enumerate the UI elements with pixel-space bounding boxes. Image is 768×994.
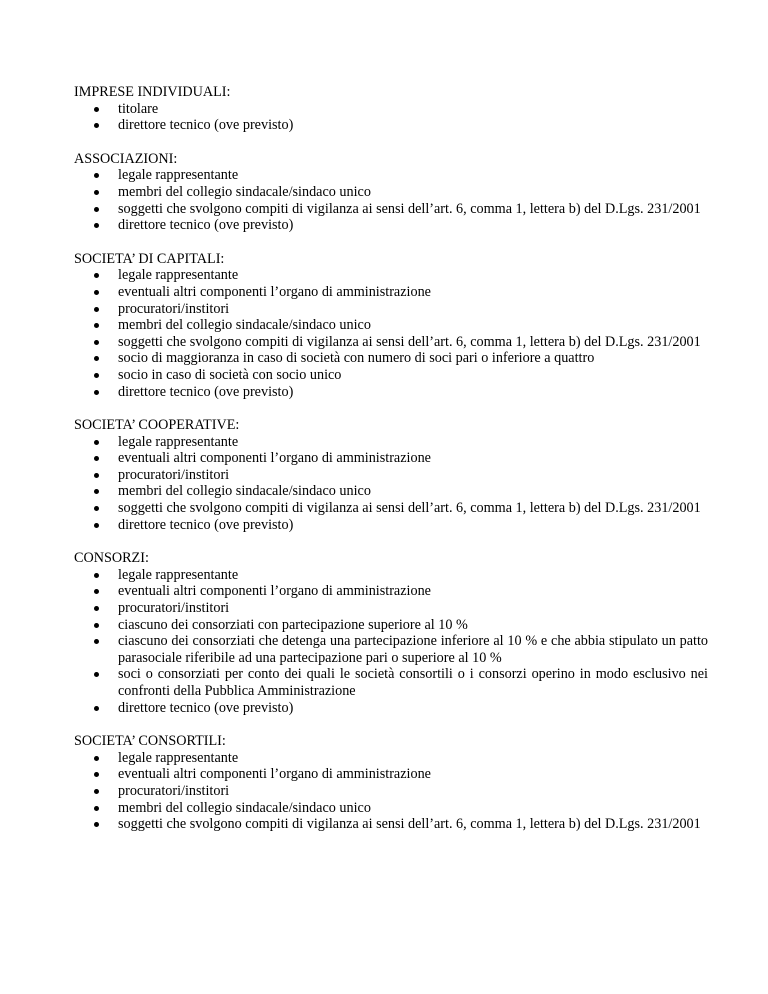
bullet-icon bbox=[94, 489, 99, 494]
bullet-icon bbox=[94, 672, 99, 677]
list-item bbox=[74, 500, 708, 517]
section-title: IMPRESE INDIVIDUALI: bbox=[74, 84, 231, 100]
bullet-icon bbox=[94, 190, 99, 195]
list-item bbox=[74, 301, 708, 318]
list-item bbox=[74, 267, 708, 284]
bullet-icon bbox=[94, 706, 99, 711]
section-title: CONSORZI: bbox=[74, 550, 149, 567]
bullet-icon bbox=[94, 373, 99, 378]
bullet-list bbox=[74, 434, 708, 534]
list-item bbox=[74, 633, 708, 666]
bullet-list bbox=[74, 167, 708, 233]
list-item bbox=[74, 567, 708, 584]
list-item-text: direttore tecnico (ove previsto) bbox=[118, 217, 294, 234]
list-item bbox=[74, 350, 708, 367]
list-item-text: direttore tecnico (ove previsto) bbox=[118, 383, 294, 400]
list-item-text: legale rappresentante bbox=[118, 566, 239, 583]
list-item bbox=[74, 201, 708, 218]
list-item bbox=[74, 284, 708, 301]
list-item-text: eventuali altri componenti l’organo di amministrazione bbox=[118, 450, 431, 467]
bullet-icon bbox=[94, 756, 99, 761]
list-item-text: direttore tecnico (ove previsto) bbox=[118, 699, 294, 716]
bullet-icon bbox=[94, 456, 99, 461]
bullet-icon bbox=[94, 207, 99, 212]
bullet-list bbox=[74, 750, 708, 833]
bullet-icon bbox=[94, 523, 99, 528]
list-item-text: eventuali altri componenti l’organo di amministrazione bbox=[118, 583, 431, 600]
section bbox=[74, 251, 708, 400]
list-item-text: soggetti che svolgono compiti di vigilanza ai sensi dell’art. 6, comma 1, lettera b) del D.Lgs. 231/2001 bbox=[118, 816, 701, 833]
list-item-text: membri del collegio sindacale/sindaco unico bbox=[118, 183, 371, 200]
bullet-icon bbox=[94, 223, 99, 228]
section-title: ASSOCIAZIONI: bbox=[74, 150, 178, 167]
bullet-icon bbox=[94, 606, 99, 611]
bullet-icon bbox=[94, 123, 99, 128]
bullet-icon bbox=[94, 806, 99, 811]
bullet-icon bbox=[94, 356, 99, 361]
list-item bbox=[74, 101, 708, 118]
list-item-text: soggetti che svolgono compiti di vigilanza ai sensi dell’art. 6, comma 1, lettera b) del D.Lgs. 231/2001 bbox=[118, 500, 701, 517]
bullet-icon bbox=[94, 789, 99, 794]
section-title: SOCIETA’ CONSORTILI: bbox=[74, 733, 226, 750]
list-item-text: membri del collegio sindacale/sindaco unico bbox=[118, 317, 371, 334]
bullet-list bbox=[74, 567, 708, 716]
list-item-text: soggetti che svolgono compiti di vigilanza ai sensi dell’art. 6, comma 1, lettera b) del D.Lgs. 231/2001 bbox=[118, 200, 701, 217]
list-item-text: procuratori/institori bbox=[118, 600, 230, 617]
list-item-text: legale rappresentante bbox=[118, 267, 239, 284]
list-item bbox=[74, 483, 708, 500]
bullet-icon bbox=[94, 273, 99, 278]
list-item bbox=[74, 167, 708, 184]
list-item-text: soci o consorziati per conto dei quali le società consortili o i consorzi operino in modo esclusivo nei confronti della Pubblica Amministrazione bbox=[118, 666, 708, 699]
list-item bbox=[74, 367, 708, 384]
section-title: SOCIETA’ DI CAPITALI: bbox=[74, 250, 225, 267]
bullet-icon bbox=[94, 440, 99, 445]
list-item bbox=[74, 434, 708, 451]
list-item bbox=[74, 750, 708, 767]
list-item bbox=[74, 666, 708, 699]
list-item bbox=[74, 816, 708, 833]
list-item bbox=[74, 467, 708, 484]
bullet-icon bbox=[94, 390, 99, 395]
bullet-icon bbox=[94, 822, 99, 827]
section bbox=[74, 151, 708, 234]
section bbox=[74, 417, 708, 533]
bullet-icon bbox=[94, 772, 99, 777]
list-item-text: procuratori/institori bbox=[118, 782, 230, 799]
list-item bbox=[74, 217, 708, 234]
list-item-text: eventuali altri componenti l’organo di amministrazione bbox=[118, 766, 431, 783]
bullet-icon bbox=[94, 589, 99, 594]
bullet-icon bbox=[94, 623, 99, 628]
bullet-icon bbox=[94, 173, 99, 178]
list-item bbox=[74, 800, 708, 817]
list-item bbox=[74, 766, 708, 783]
list-item bbox=[74, 783, 708, 800]
list-item bbox=[74, 617, 708, 634]
list-item bbox=[74, 583, 708, 600]
list-item bbox=[74, 517, 708, 534]
bullet-icon bbox=[94, 340, 99, 345]
list-item bbox=[74, 334, 708, 351]
list-item-text: legale rappresentante bbox=[118, 167, 239, 184]
bullet-list bbox=[74, 267, 708, 400]
list-item-text: membri del collegio sindacale/sindaco unico bbox=[118, 483, 371, 500]
bullet-icon bbox=[94, 290, 99, 295]
list-item-text: legale rappresentante bbox=[118, 433, 239, 450]
bullet-icon bbox=[94, 107, 99, 112]
list-item-text: direttore tecnico (ove previsto) bbox=[118, 117, 294, 134]
list-item-text: legale rappresentante bbox=[118, 749, 239, 766]
section-title: SOCIETA’ COOPERATIVE: bbox=[74, 417, 240, 434]
bullet-icon bbox=[94, 573, 99, 578]
list-item-text: socio di maggioranza in caso di società con numero di soci pari o inferiore a quattro bbox=[118, 350, 595, 367]
list-item-text: procuratori/institori bbox=[118, 300, 230, 317]
list-item-text: ciascuno dei consorziati che detenga una partecipazione inferiore al 10 % e che abbia stipulato un patto parasociale riferibile ad una partecipazione pari o superiore al 10 % bbox=[118, 633, 708, 666]
bullet-icon bbox=[94, 506, 99, 511]
list-item-text: socio in caso di società con socio unico bbox=[118, 366, 342, 383]
bullet-icon bbox=[94, 639, 99, 644]
bullet-icon bbox=[94, 307, 99, 312]
bullet-icon bbox=[94, 323, 99, 328]
section bbox=[74, 550, 708, 716]
list-item bbox=[74, 117, 708, 134]
list-item bbox=[74, 600, 708, 617]
list-item bbox=[74, 450, 708, 467]
bullet-icon bbox=[94, 473, 99, 478]
list-item-text: membri del collegio sindacale/sindaco unico bbox=[118, 799, 371, 816]
list-item-text: ciascuno dei consorziati con partecipazione superiore al 10 % bbox=[118, 616, 468, 633]
section bbox=[74, 733, 708, 833]
list-item-text: soggetti che svolgono compiti di vigilanza ai sensi dell’art. 6, comma 1, lettera b) del D.Lgs. 231/2001 bbox=[118, 333, 701, 350]
list-item-text: titolare bbox=[118, 100, 159, 117]
list-item-text: procuratori/institori bbox=[118, 466, 230, 483]
list-item bbox=[74, 184, 708, 201]
list-item bbox=[74, 700, 708, 717]
list-item bbox=[74, 384, 708, 401]
section bbox=[74, 84, 708, 134]
list-item-text: direttore tecnico (ove previsto) bbox=[118, 516, 294, 533]
bullet-list bbox=[74, 101, 708, 134]
list-item bbox=[74, 317, 708, 334]
list-item-text: eventuali altri componenti l’organo di amministrazione bbox=[118, 283, 431, 300]
